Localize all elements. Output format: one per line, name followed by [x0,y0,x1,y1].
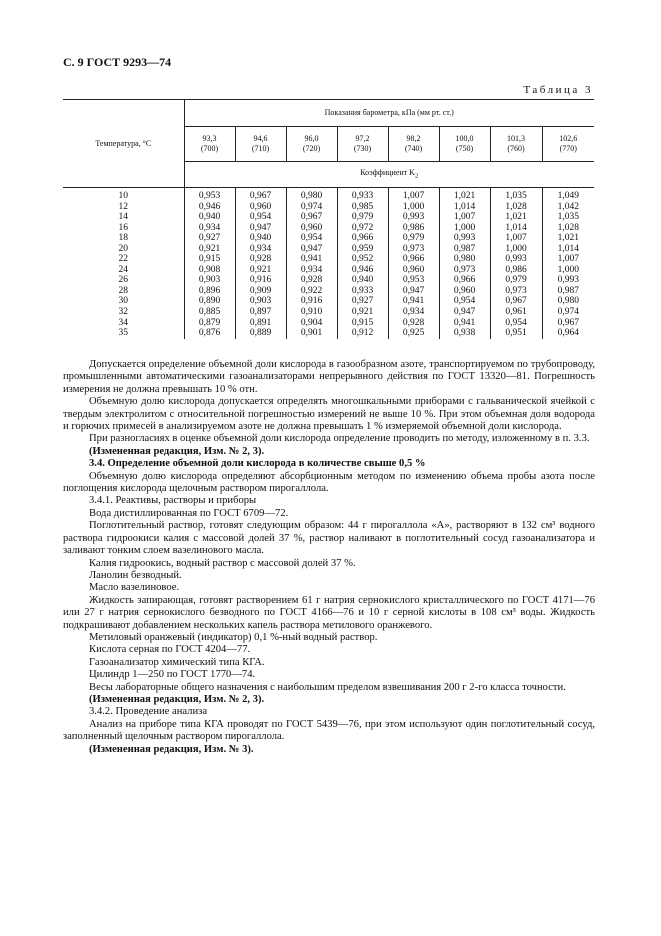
paragraph: Объемную долю кислорода определяют абсорбционным методом по изменению объема пробы азота после поглощения кислорода щелочным раствором пирогаллола. [63,470,595,495]
revision-note: (Измененная редакция, Изм. № 3). [89,743,254,755]
pressure-col-header: 102,6 (770) [542,127,594,162]
coefficient-column: 0,967 0,960 0,954 0,947 0,940 0,934 0,928 0,921 0,916 0,909 0,903 0,897 0,891 0,889 [235,188,286,339]
pressure-col-header: 96,0 (720) [286,127,337,162]
page-header: С. 9 ГОСТ 9293—74 [63,55,172,69]
list-item: Вода дистиллированная по ГОСТ 6709—72. [89,507,289,519]
paragraph: При разногласиях в оценке объемной доли кислорода определение проводить по методу, изложенному в п. 3.3. [89,433,590,445]
pressure-col-header: 101,3 (760) [490,127,542,162]
coefficient-column: 0,980 0,974 0,967 0,960 0,954 0,947 0,941 0,934 0,928 0,922 0,916 0,910 0,904 0,901 [286,188,337,339]
coefficient-column: 0,933 0,985 0,979 0,972 0,966 0,959 0,952 0,946 0,940 0,933 0,927 0,921 0,915 0,912 [337,188,388,339]
coefficient-header: Коэффициент $K_2$ [184,162,594,188]
list-item: Метиловый оранжевый (индикатор) 0,1 %-ный водный раствор. [89,631,378,643]
paragraph: Поглотительный раствор, готовят следующим образом: 44 г пирогаллола «А», растворяют в 132 см³ водного раствора гидроокиси калия с массовой долей 37 %, раствор наливают в поглотительный сосуд газоанализатора и заливают тонким слоем вазелинового масла. [63,520,595,557]
subsection-heading: 3.4.2. Проведение анализа [89,706,208,718]
paragraph: Допускается определение объемной доли кислорода в газообразном азоте, транспортируемом по трубопроводу, промышленными автоматическими газоанализаторами непрерывного действия по ГОСТ 13320—81. Погрешность измерения не должна превышать 10 % отн. [63,359,595,395]
temperature-values: 10 12 14 16 18 20 22 24 26 28 30 32 34 35 [118,191,128,339]
coefficient-column: 1,049 1,042 1,035 1,028 1,021 1,014 1,007 1,000 0,993 0,987 0,980 0,974 0,967 0,964 [542,188,594,339]
revision-note: (Измененная редакция, Изм. № 2, 3). [89,693,265,705]
coefficient-table [63,99,594,339]
list-item: Масло вазелиновое. [89,582,180,594]
barometer-header: Показания барометра, кПа (мм рт. ст.) [184,100,594,127]
table-data-row [63,188,594,339]
section-heading: 3.4. Определение объемной доли кислорода в количестве свыше 0,5 % [89,458,426,470]
list-item: Газоанализатор химический типа КГА. [89,656,265,668]
pressure-col-header: 94,6 (710) [235,127,286,162]
list-item: Ланолин безводный. [89,569,182,581]
list-item: Кислота серная по ГОСТ 4204—77. [89,644,251,656]
pressure-col-header: 93,3 (700) [184,127,235,162]
paragraph: Весы лабораторные общего назначения с наибольшим пределом взвешивания 200 г 2-го класса точности. [89,681,566,693]
list-item: Цилиндр 1—250 по ГОСТ 1770—74. [89,669,256,681]
subsection-heading: 3.4.1. Реактивы, растворы и приборы [89,495,257,507]
pressure-col-header: 98,2 (740) [388,127,439,162]
table-caption: Таблица 3 [523,84,593,96]
paragraph: Жидкость запирающая, готовят растворением 61 г натрия сернокислого кристаллического по ГОСТ 4171—76 или 27 г натрия сернокислого безводного по ГОСТ 4166—76 и 10 г серной кислоты в 108 см³ воды. Жидкость подкрашивают добавлением нескольких капель раствора метилового оранжевого. [63,594,595,631]
pressure-col-header: 97,2 (730) [337,127,388,162]
revision-note: (Измененная редакция, Изм. № 2, 3). [89,445,265,457]
coefficient-column: 1,021 1,014 1,007 1,000 0,993 0,987 0,980 0,973 0,966 0,960 0,954 0,947 0,941 0,938 [439,188,490,339]
paragraph: Анализ на приборе типа КГА проводят по ГОСТ 5439—76, при этом используют один поглотительный сосуд, заполненный щелочным раствором пирогаллола. [63,718,595,743]
body-text [63,359,595,756]
coefficient-column: 1,035 1,028 1,021 1,014 1,007 1,000 0,993 0,986 0,979 0,973 0,967 0,961 0,954 0,951 [490,188,542,339]
list-item: Калия гидроокись, водный раствор с массовой долей 37 %. [89,557,356,569]
coefficient-column: 1,007 1,000 0,993 0,986 0,979 0,973 0,966 0,960 0,953 0,947 0,941 0,934 0,928 0,925 [388,188,439,339]
coefficient-column: 0,953 0,946 0,940 0,934 0,927 0,921 0,915 0,908 0,903 0,896 0,890 0,885 0,879 0,876 [184,188,235,339]
pressure-col-header: 100,0 (750) [439,127,490,162]
temperature-header: Температура, °С [63,100,184,188]
paragraph: Объемную долю кислорода допускается определять многошкальными приборами с гальванической ячейкой с твердым электролитом с относительной погрешностью измерений не выше 10 %. При этом объемная доля водорода и горючих примесей в анализируемом азоте не должна превышать 1 % измеряемой объемной доли кислорода. [63,396,595,433]
